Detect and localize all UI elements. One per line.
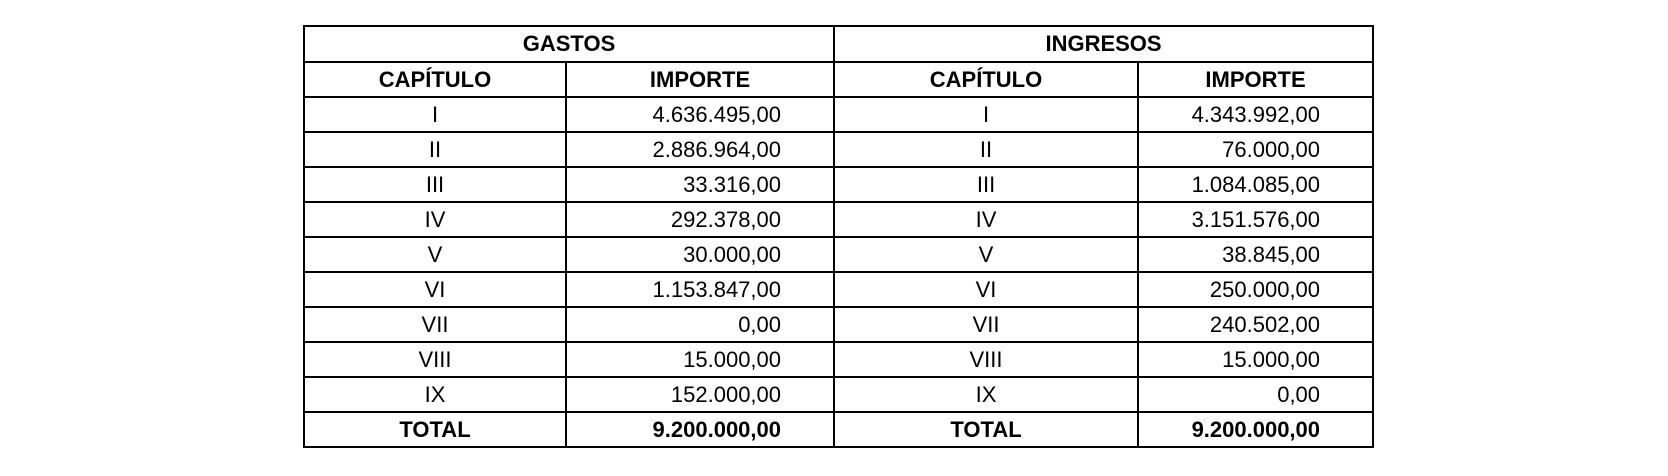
gasto-capitulo-cell: IV	[304, 202, 566, 237]
ingreso-importe-cell: 0,00	[1138, 377, 1373, 412]
table-row	[304, 237, 1373, 272]
table-row	[304, 377, 1373, 412]
ingreso-capitulo-cell: VI	[834, 272, 1138, 307]
table-row	[304, 132, 1373, 167]
table-row	[304, 167, 1373, 202]
gasto-total-label: TOTAL	[304, 412, 566, 447]
column-header-row	[304, 62, 1373, 97]
gasto-capitulo-cell: VII	[304, 307, 566, 342]
gasto-capitulo-cell: VI	[304, 272, 566, 307]
gasto-importe-cell: 292.378,00	[566, 202, 834, 237]
gasto-importe-cell: 15.000,00	[566, 342, 834, 377]
ingreso-capitulo-cell: IX	[834, 377, 1138, 412]
ingresos-capitulo-header: CAPÍTULO	[834, 62, 1138, 97]
gastos-header: GASTOS	[304, 26, 834, 62]
gastos-capitulo-header: CAPÍTULO	[304, 62, 566, 97]
gastos-importe-header: IMPORTE	[566, 62, 834, 97]
gasto-importe-cell: 4.636.495,00	[566, 97, 834, 132]
ingreso-importe-cell: 240.502,00	[1138, 307, 1373, 342]
ingreso-importe-cell: 15.000,00	[1138, 342, 1373, 377]
ingreso-capitulo-cell: VII	[834, 307, 1138, 342]
ingreso-importe-cell: 76.000,00	[1138, 132, 1373, 167]
budget-table	[303, 25, 1374, 448]
gasto-capitulo-cell: V	[304, 237, 566, 272]
ingreso-importe-cell: 38.845,00	[1138, 237, 1373, 272]
total-row	[304, 412, 1373, 447]
table-row	[304, 202, 1373, 237]
gasto-capitulo-cell: IX	[304, 377, 566, 412]
ingreso-capitulo-cell: I	[834, 97, 1138, 132]
ingreso-total-importe: 9.200.000,00	[1138, 412, 1373, 447]
group-header-row	[304, 26, 1373, 62]
gasto-total-importe: 9.200.000,00	[566, 412, 834, 447]
ingreso-importe-cell: 3.151.576,00	[1138, 202, 1373, 237]
gasto-importe-cell: 0,00	[566, 307, 834, 342]
gasto-importe-cell: 33.316,00	[566, 167, 834, 202]
table-row	[304, 307, 1373, 342]
gasto-capitulo-cell: I	[304, 97, 566, 132]
gasto-capitulo-cell: VIII	[304, 342, 566, 377]
ingreso-capitulo-cell: VIII	[834, 342, 1138, 377]
ingreso-total-label: TOTAL	[834, 412, 1138, 447]
gasto-importe-cell: 152.000,00	[566, 377, 834, 412]
gasto-importe-cell: 2.886.964,00	[566, 132, 834, 167]
table-row	[304, 342, 1373, 377]
ingresos-header: INGRESOS	[834, 26, 1373, 62]
table-row	[304, 272, 1373, 307]
ingreso-importe-cell: 250.000,00	[1138, 272, 1373, 307]
ingreso-capitulo-cell: III	[834, 167, 1138, 202]
ingreso-capitulo-cell: IV	[834, 202, 1138, 237]
ingreso-capitulo-cell: V	[834, 237, 1138, 272]
ingreso-importe-cell: 4.343.992,00	[1138, 97, 1373, 132]
table-row	[304, 97, 1373, 132]
gasto-importe-cell: 1.153.847,00	[566, 272, 834, 307]
gasto-capitulo-cell: II	[304, 132, 566, 167]
gasto-capitulo-cell: III	[304, 167, 566, 202]
ingreso-importe-cell: 1.084.085,00	[1138, 167, 1373, 202]
ingreso-capitulo-cell: II	[834, 132, 1138, 167]
gasto-importe-cell: 30.000,00	[566, 237, 834, 272]
ingresos-importe-header: IMPORTE	[1138, 62, 1373, 97]
